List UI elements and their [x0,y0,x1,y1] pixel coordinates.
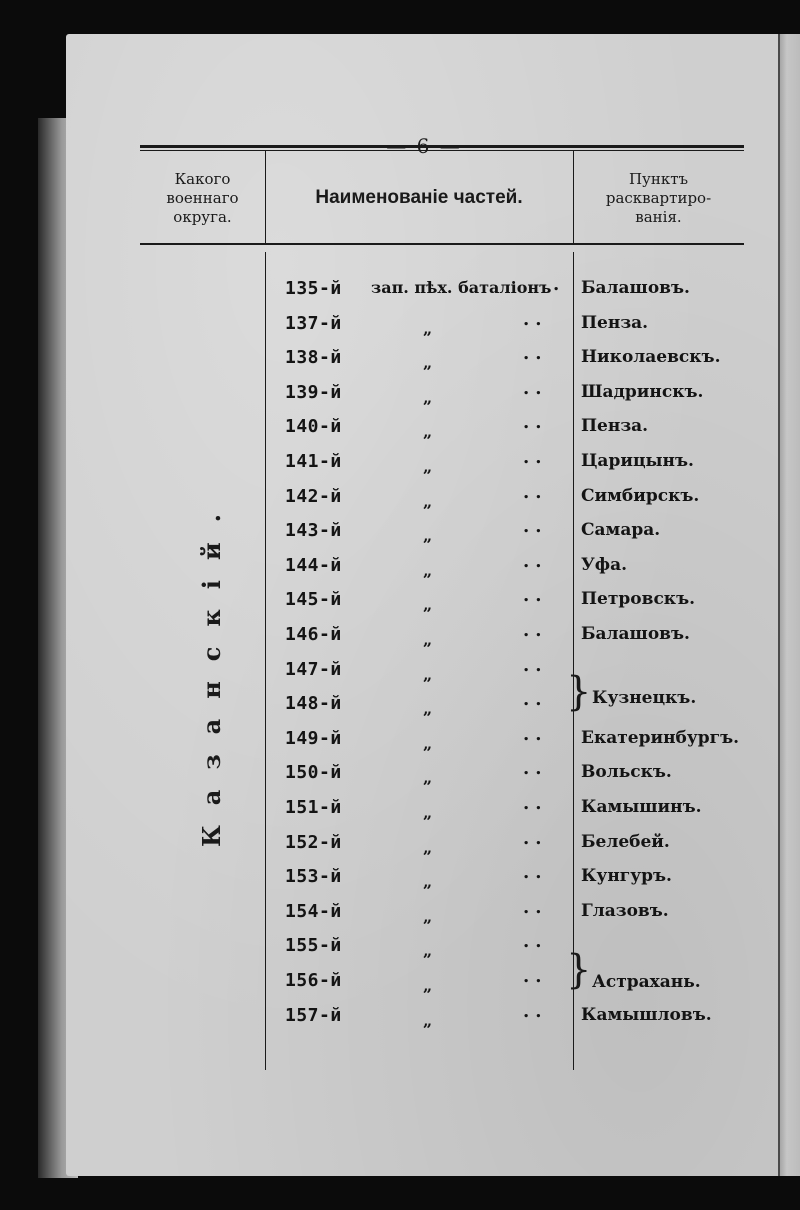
location: Царицынъ. [581,451,694,471]
ditto-mark: „ [423,803,433,822]
leader-dots: .. [523,931,548,953]
table-row [265,616,745,651]
location: Симбирскъ. [581,485,700,506]
battalion-number: 143-й [285,520,342,542]
merged-location: Кузнецкъ. [592,688,697,708]
table-row [265,789,745,824]
leader-dots: . [553,274,566,295]
battalion-number: 135-й [285,278,342,299]
leader-dots: .. [523,550,548,572]
leader-dots: .. [523,481,548,503]
header-units: Наименованіе частей. [315,187,523,208]
battalion-number: 140-й [285,416,342,438]
battalion-number: 150-й [285,762,342,784]
table-top-rule [140,145,744,151]
header-district: Какого военнаго округа. [166,169,239,226]
location: Пенза. [581,312,649,333]
ditto-mark: „ [423,976,433,995]
page-number: — 6 — [386,134,462,158]
battalion-number: 156-й [285,970,342,991]
leader-dots: .. [523,896,548,918]
table-row [265,720,745,755]
leader-dots: .. [523,689,548,711]
leader-dots: .. [523,516,548,538]
table-row [265,408,745,443]
battalion-number: 149-й [285,727,342,749]
table-row [265,270,745,305]
ditto-mark: „ [423,1010,433,1030]
unit-type: зап. пѣх. баталіонъ [371,278,552,297]
table-header-rule [140,243,744,245]
battalion-number: 152-й [285,831,342,853]
district-name: Казанскій. [197,493,227,847]
table-row [265,997,745,1032]
leader-dots: .. [523,758,548,780]
location: Николаевскъ. [581,347,721,368]
ditto-mark: „ [423,387,433,407]
location: Белебей. [581,831,670,852]
ditto-mark: „ [423,422,433,442]
ditto-mark: „ [423,491,433,511]
battalion-number: 137-й [285,312,342,334]
location: Екатеринбургъ. [581,727,740,748]
table-row [265,893,745,928]
table-row [265,512,745,547]
location: Камышинъ. [581,797,702,817]
leader-dots: .. [523,343,548,365]
table-row [265,339,745,374]
ditto-mark: „ [423,318,433,338]
ditto-mark: „ [423,906,433,926]
battalion-number: 147-й [285,658,342,680]
ditto-mark: „ [423,595,433,615]
leader-dots: .. [523,377,548,399]
leader-dots: .. [523,447,548,468]
battalion-number: 148-й [285,693,342,715]
battalion-number: 138-й [285,347,342,369]
ditto-mark: „ [423,526,433,546]
ditto-mark: „ [423,353,433,373]
ditto-mark: „ [423,941,433,961]
location: Шадринскъ. [581,381,704,402]
battalion-number: 145-й [285,589,342,611]
ditto-mark: „ [423,630,433,649]
table-row [265,443,745,478]
ditto-mark: „ [423,560,433,580]
battalion-number: 139-й [285,381,342,403]
battalion-number: 146-й [285,624,342,645]
battalion-number: 142-й [285,485,342,507]
table-row [265,547,745,582]
leader-dots: .. [523,654,548,676]
location: Уфа. [581,554,628,575]
battalion-number: 144-й [285,554,342,576]
leader-dots: .. [523,793,548,814]
brace-icon: } [566,947,592,993]
location: Глазовъ. [581,900,669,921]
next-page-edge [778,34,800,1176]
ditto-mark: „ [423,664,433,684]
location: Камышловъ. [581,1004,712,1025]
location: Петровскъ. [581,589,696,610]
battalion-number: 154-й [285,900,342,922]
ditto-mark: „ [423,699,433,719]
location: Кунгуръ. [581,866,672,887]
leader-dots: .. [523,620,548,641]
table-row [265,305,745,340]
battalion-number: 157-й [285,1004,342,1026]
location: Балашовъ. [581,278,690,298]
brace-icon: } [566,669,592,715]
table-row [265,754,745,789]
ditto-mark: „ [423,733,433,753]
table-row [265,858,745,893]
table-row [265,581,745,616]
location: Балашовъ. [581,624,690,644]
battalion-number: 155-й [285,935,342,957]
ditto-mark: „ [423,872,433,892]
table-row [265,927,745,962]
battalion-number: 141-й [285,451,342,472]
ditto-mark: „ [423,837,433,857]
location: Пенза. [581,416,649,437]
battalion-number: 153-й [285,866,342,888]
leader-dots: .. [523,585,548,607]
table-row [265,478,745,513]
table-row [265,651,745,686]
ditto-mark: „ [423,768,433,788]
location: Самара. [581,520,661,541]
merged-location: Астрахань. [592,972,701,992]
leader-dots: .. [523,966,548,987]
battalion-number: 151-й [285,797,342,818]
location: Вольскъ. [581,762,672,783]
leader-dots: .. [523,827,548,849]
header-location: Пунктъ расквартиро- ванія. [605,169,712,226]
ditto-mark: „ [423,457,433,476]
leader-dots: .. [523,412,548,434]
leader-dots: .. [523,1000,548,1022]
leader-dots: .. [523,308,548,330]
leader-dots: .. [523,723,548,745]
table-row [265,824,745,859]
leader-dots: .. [523,862,548,884]
table-row [265,374,745,409]
